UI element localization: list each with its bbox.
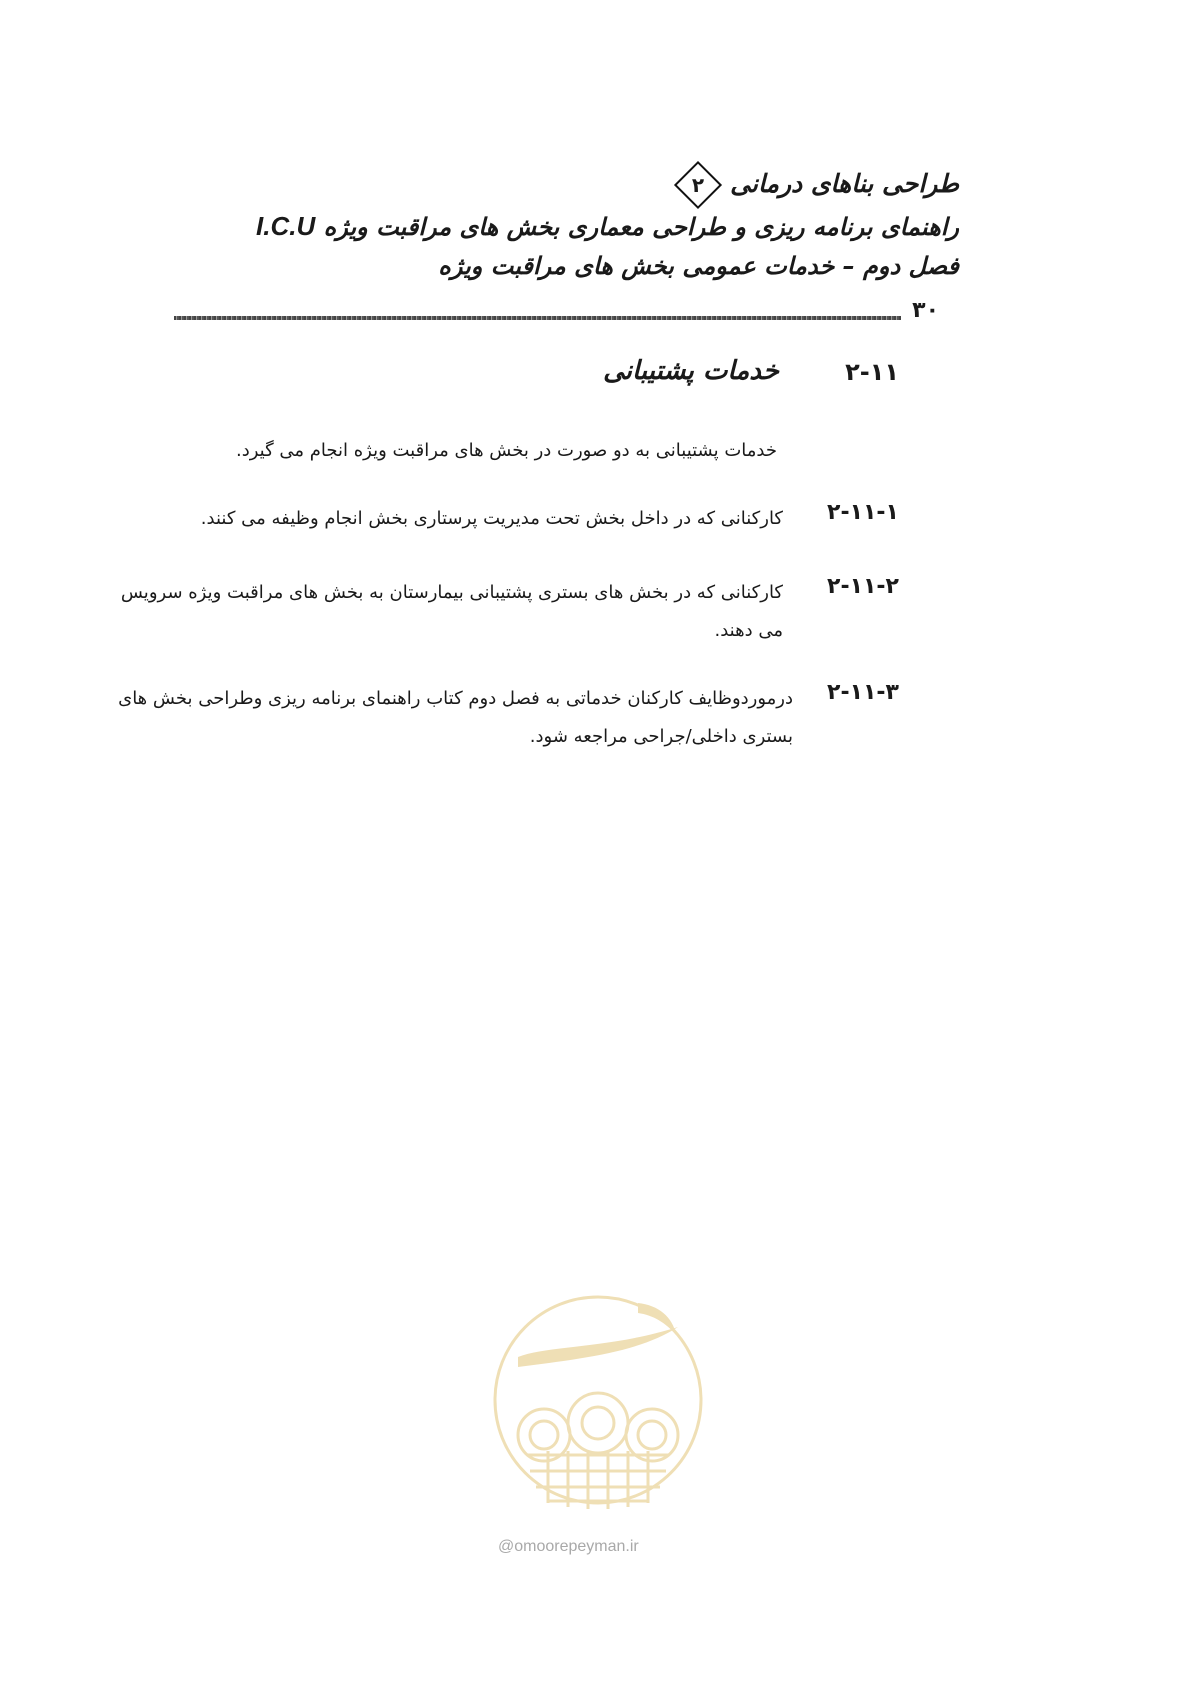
chapter-title: فصل دوم – خدمات عمومی بخش های مراقبت ویژه bbox=[438, 252, 959, 280]
guide-title-text: راهنمای برنامه ریزی و طراحی معماری بخش های مراقبت ویژه bbox=[323, 213, 959, 241]
item-number: ۲-۱۱-۲ bbox=[827, 574, 899, 599]
volume-badge bbox=[674, 161, 722, 209]
item-number: ۲-۱۱-۳ bbox=[827, 680, 899, 705]
item-number: ۲-۱۱-۱ bbox=[827, 500, 899, 525]
book-title-text: طراحی بناهای درمانی bbox=[730, 169, 959, 198]
page-number: ۳۰ bbox=[912, 298, 939, 323]
item-text: درموردوظایف کارکنان خدماتی به فصل دوم کتاب راهنمای برنامه ریزی وطراحی بخش های بستری داخلی/جراحی مراجعه شود. bbox=[118, 688, 793, 747]
volume-number: ۲ bbox=[692, 173, 705, 197]
item-text: کارکنانی که در بخش های بستری پشتیبانی بیمارستان به بخش های مراقبت ویژه سرویس می دهند. bbox=[120, 582, 783, 641]
section-title: خدمات پشتیبانی bbox=[603, 356, 779, 386]
section-number: ۲-۱۱ bbox=[845, 358, 899, 386]
watermark-logo bbox=[488, 1275, 708, 1525]
guide-title-code: I.C.U bbox=[256, 211, 316, 241]
item-text: کارکنانی که در داخل بخش تحت مدیریت پرستاری بخش انجام وظیفه می کنند. bbox=[200, 508, 783, 529]
book-title bbox=[675, 168, 959, 202]
header-divider bbox=[174, 316, 901, 320]
guide-title bbox=[256, 211, 959, 242]
watermark-url: @omoorepeyman.ir bbox=[498, 1538, 639, 1555]
section-intro: خدمات پشتیبانی به دو صورت در بخش های مراقبت ویژه انجام می گیرد. bbox=[235, 440, 777, 461]
